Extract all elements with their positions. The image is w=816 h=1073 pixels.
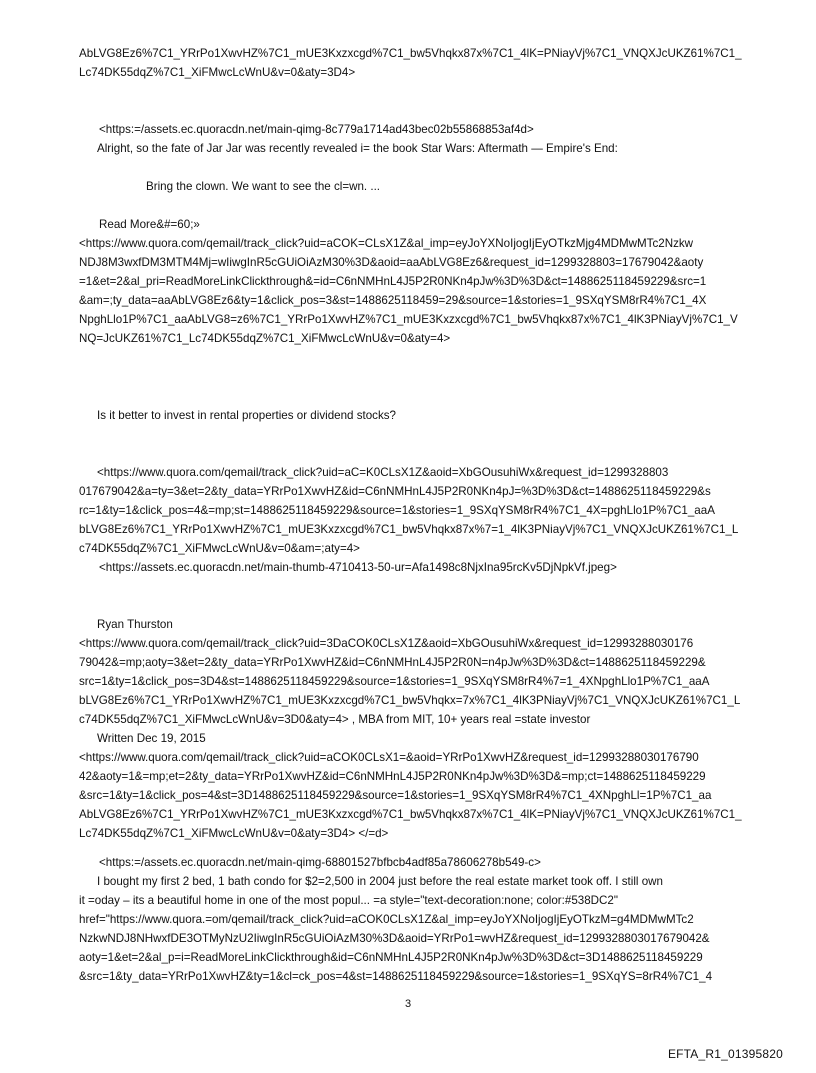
text-line: src=1&ty=1&click_pos=3D4&st=1488625118459229&source=1&stories=1_9SXqYSM8rR4%7=1_4XNpghLlo1P%7C1_aaA (79, 675, 710, 688)
text-line: it =oday – its a beautiful home in one of the most popul... =a style="text-decoration:none; color:#538DC2" (79, 894, 618, 907)
tracking-link[interactable]: href="https://www.quora.=om/qemail/track_click?uid=aCOK0CLsX1Z&al_imp=eyJoYXNoIjogIjEyOTkzM=g4MDMwMTc2 (79, 913, 694, 926)
text-line: 017679042&a=ty=3&et=2&ty_data=YRrPo1XwvHZ&id=C6nNMHnL4J5P2R0NKn4pJ=%3D%3D&ct=1488625118459229&s (79, 485, 711, 498)
text-line: &src=1&ty=1&click_pos=4&st=3D1488625118459229&source=1&stories=1_9SXqYSM8rR4%7C1_4XNpghLl=1P%7C1_aa (79, 789, 712, 802)
text-line: c74DK55dqZ%7C1_XiFMwcLcWnU&v=0&am=;aty=4> (79, 542, 360, 555)
page-number: 3 (404, 998, 412, 1010)
text-line: AbLVG8Ez6%7C1_YRrPo1XwvHZ%7C1_mUE3Kxzxcgd%7C1_bw5Vhqkx87x%7C1_4lK=PNiayVj%7C1_VNQXJcUKZ61%7C1_ (79, 808, 742, 821)
text-line: 42&aoty=1&=mp;et=2&ty_data=YRrPo1XwvHZ&id=C6nNMHnL4J5P2R0NKn4pJw%3D%3D&=mp;ct=1488625118459229 (79, 770, 706, 783)
tracking-link[interactable]: <https://www.quora.com/qemail/track_click?uid=aC=K0CLsX1Z&aoid=XbGOusuhiWx&request_id=1299328803 (97, 466, 669, 479)
written-date: Written Dec 19, 2015 (97, 732, 206, 745)
author-name[interactable]: Ryan Thurston (97, 618, 173, 631)
document-id-footer: EFTA_R1_01395820 (667, 1047, 783, 1061)
image-link[interactable]: <https:=/assets.ec.quoracdn.net/main-qimg-8c779a1714ad43bec02b55868853af4d> (99, 123, 534, 136)
text-line: &src=1&ty_data=YRrPo1XwvHZ&ty=1&cl=ck_pos=4&st=1488625118459229&source=1&stories=1_9SXqYS=8rR4%7C1_4 (79, 970, 713, 983)
text-line: NpghLlo1P%7C1_aaAbLVG8=z6%7C1_YRrPo1XwvHZ%7C1_mUE3Kxzxcgd%7C1_bw5Vhqkx87x%7C1_4lK3PNiayVj%7C1_V (79, 313, 738, 326)
text-line: c74DK55dqZ%7C1_XiFMwcLcWnU&v=3D0&aty=4> , MBA from MIT, 10+ years real =state investor (79, 713, 591, 726)
text-line: NzkwNDJ8NHwxfDE3OTMyNzU2IiwgInR5cGUiOiAzM30%3D&aoid=YRrPo1=wvHZ&request_id=1299328803017679042& (79, 932, 710, 945)
text-line: Alright, so the fate of Jar Jar was recently revealed i= the book Star Wars: Aftermath — Empire's End: (97, 142, 618, 155)
text-line: bLVG8Ez6%7C1_YRrPo1XwvHZ%7C1_mUE3Kxzxcgd%7C1_bw5Vhqkx87x%7=1_4lK3PNiayVj%7C1_VNQXJcUKZ61%7C1_L (79, 523, 739, 536)
text-line: &am=;ty_data=aaAbLVG8Ez6&ty=1&click_pos=3&st=1488625118459=29&source=1&stories=1_9SXqYSM8rR4%7C1_4X (79, 294, 707, 307)
tracking-link[interactable]: <https://www.quora.com/qemail/track_click?uid=aCOK0CLsX1=&aoid=YRrPo1XwvHZ&request_id=12993288030176790 (79, 751, 699, 764)
text-line: rc=1&ty=1&click_pos=4&=mp;st=1488625118459229&source=1&stories=1_9SXqYSM8rR4%7C1_4X=pghLlo1P%7C1_aaA (79, 504, 715, 517)
text-line: Lc74DK55dqZ%7C1_XiFMwcLcWnU&v=0&aty=3D4> </=d> (79, 827, 389, 840)
quote-line: Bring the clown. We want to see the cl=wn. ... (146, 180, 381, 193)
text-line: NDJ8M3wxfDM3MTM4Mj=wIiwgInR5cGUiOiAzM30%3D&aoid=aaAbLVG8Ez6&request_id=1299328803=17679042&aoty (79, 256, 704, 269)
image-link[interactable]: <https://assets.ec.quoracdn.net/main-thumb-4710413-50-ur=Afa1498c8NjxIna95rcKv5DjNpkVf.jpeg> (99, 561, 617, 574)
image-link[interactable]: <https:=/assets.ec.quoracdn.net/main-qimg-68801527bfbcb4adf85a78606278b549-c> (99, 856, 541, 869)
text-line: Lc74DK55dqZ%7C1_XiFMwcLcWnU&v=0&aty=3D4> (79, 66, 356, 79)
tracking-link[interactable]: <https://www.quora.com/qemail/track_click?uid=aCOK=CLsX1Z&al_imp=eyJoYXNoIjogIjEyOTkzMjg4MDMwMTc2Nzkw (79, 237, 694, 250)
text-line: NQ=JcUKZ61%7C1_Lc74DK55dqZ%7C1_XiFMwcLcWnU&v=0&aty=4> (79, 332, 451, 345)
text-line: aoty=1&et=2&al_p=i=ReadMoreLinkClickthrough&id=C6nNMHnL4J5P2R0NKn4pJw%3D%3D&ct=3D1488625118459229 (79, 951, 703, 964)
text-line: AbLVG8Ez6%7C1_YRrPo1XwvHZ%7C1_mUE3Kxzxcgd%7C1_bw5Vhqkx87x%7C1_4lK=PNiayVj%7C1_VNQXJcUKZ61%7C1_ (79, 47, 742, 60)
answer-text: I bought my first 2 bed, 1 bath condo for $2=2,500 in 2004 just before the real estate market took off. I still own (97, 875, 663, 888)
text-line: 79042&=mp;aoty=3&et=2&ty_data=YRrPo1XwvHZ&id=C6nNMHnL4J5P2R0N=n4pJw%3D%3D&ct=1488625118459229& (79, 656, 706, 669)
text-line: =1&et=2&al_pri=ReadMoreLinkClickthrough&=id=C6nNMHnL4J5P2R0NKn4pJw%3D%3D&ct=1488625118459229&src=1 (79, 275, 707, 288)
text-line: bLVG8Ez6%7C1_YRrPo1XwvHZ%7C1_mUE3Kxzxcgd%7C1_bw5Vhqkx=7x%7C1_4lK3PNiayVj%7C1_VNQXJcUKZ61%7C1_L (79, 694, 741, 707)
question-title[interactable]: Is it better to invest in rental properties or dividend stocks? (97, 409, 397, 422)
read-more-link[interactable]: Read More&#=60;» (99, 218, 200, 231)
tracking-link[interactable]: <https://www.quora.com/qemail/track_click?uid=3DaCOK0CLsX1Z&aoid=XbGOusuhiWx&request_id=12993288030176 (79, 637, 694, 650)
